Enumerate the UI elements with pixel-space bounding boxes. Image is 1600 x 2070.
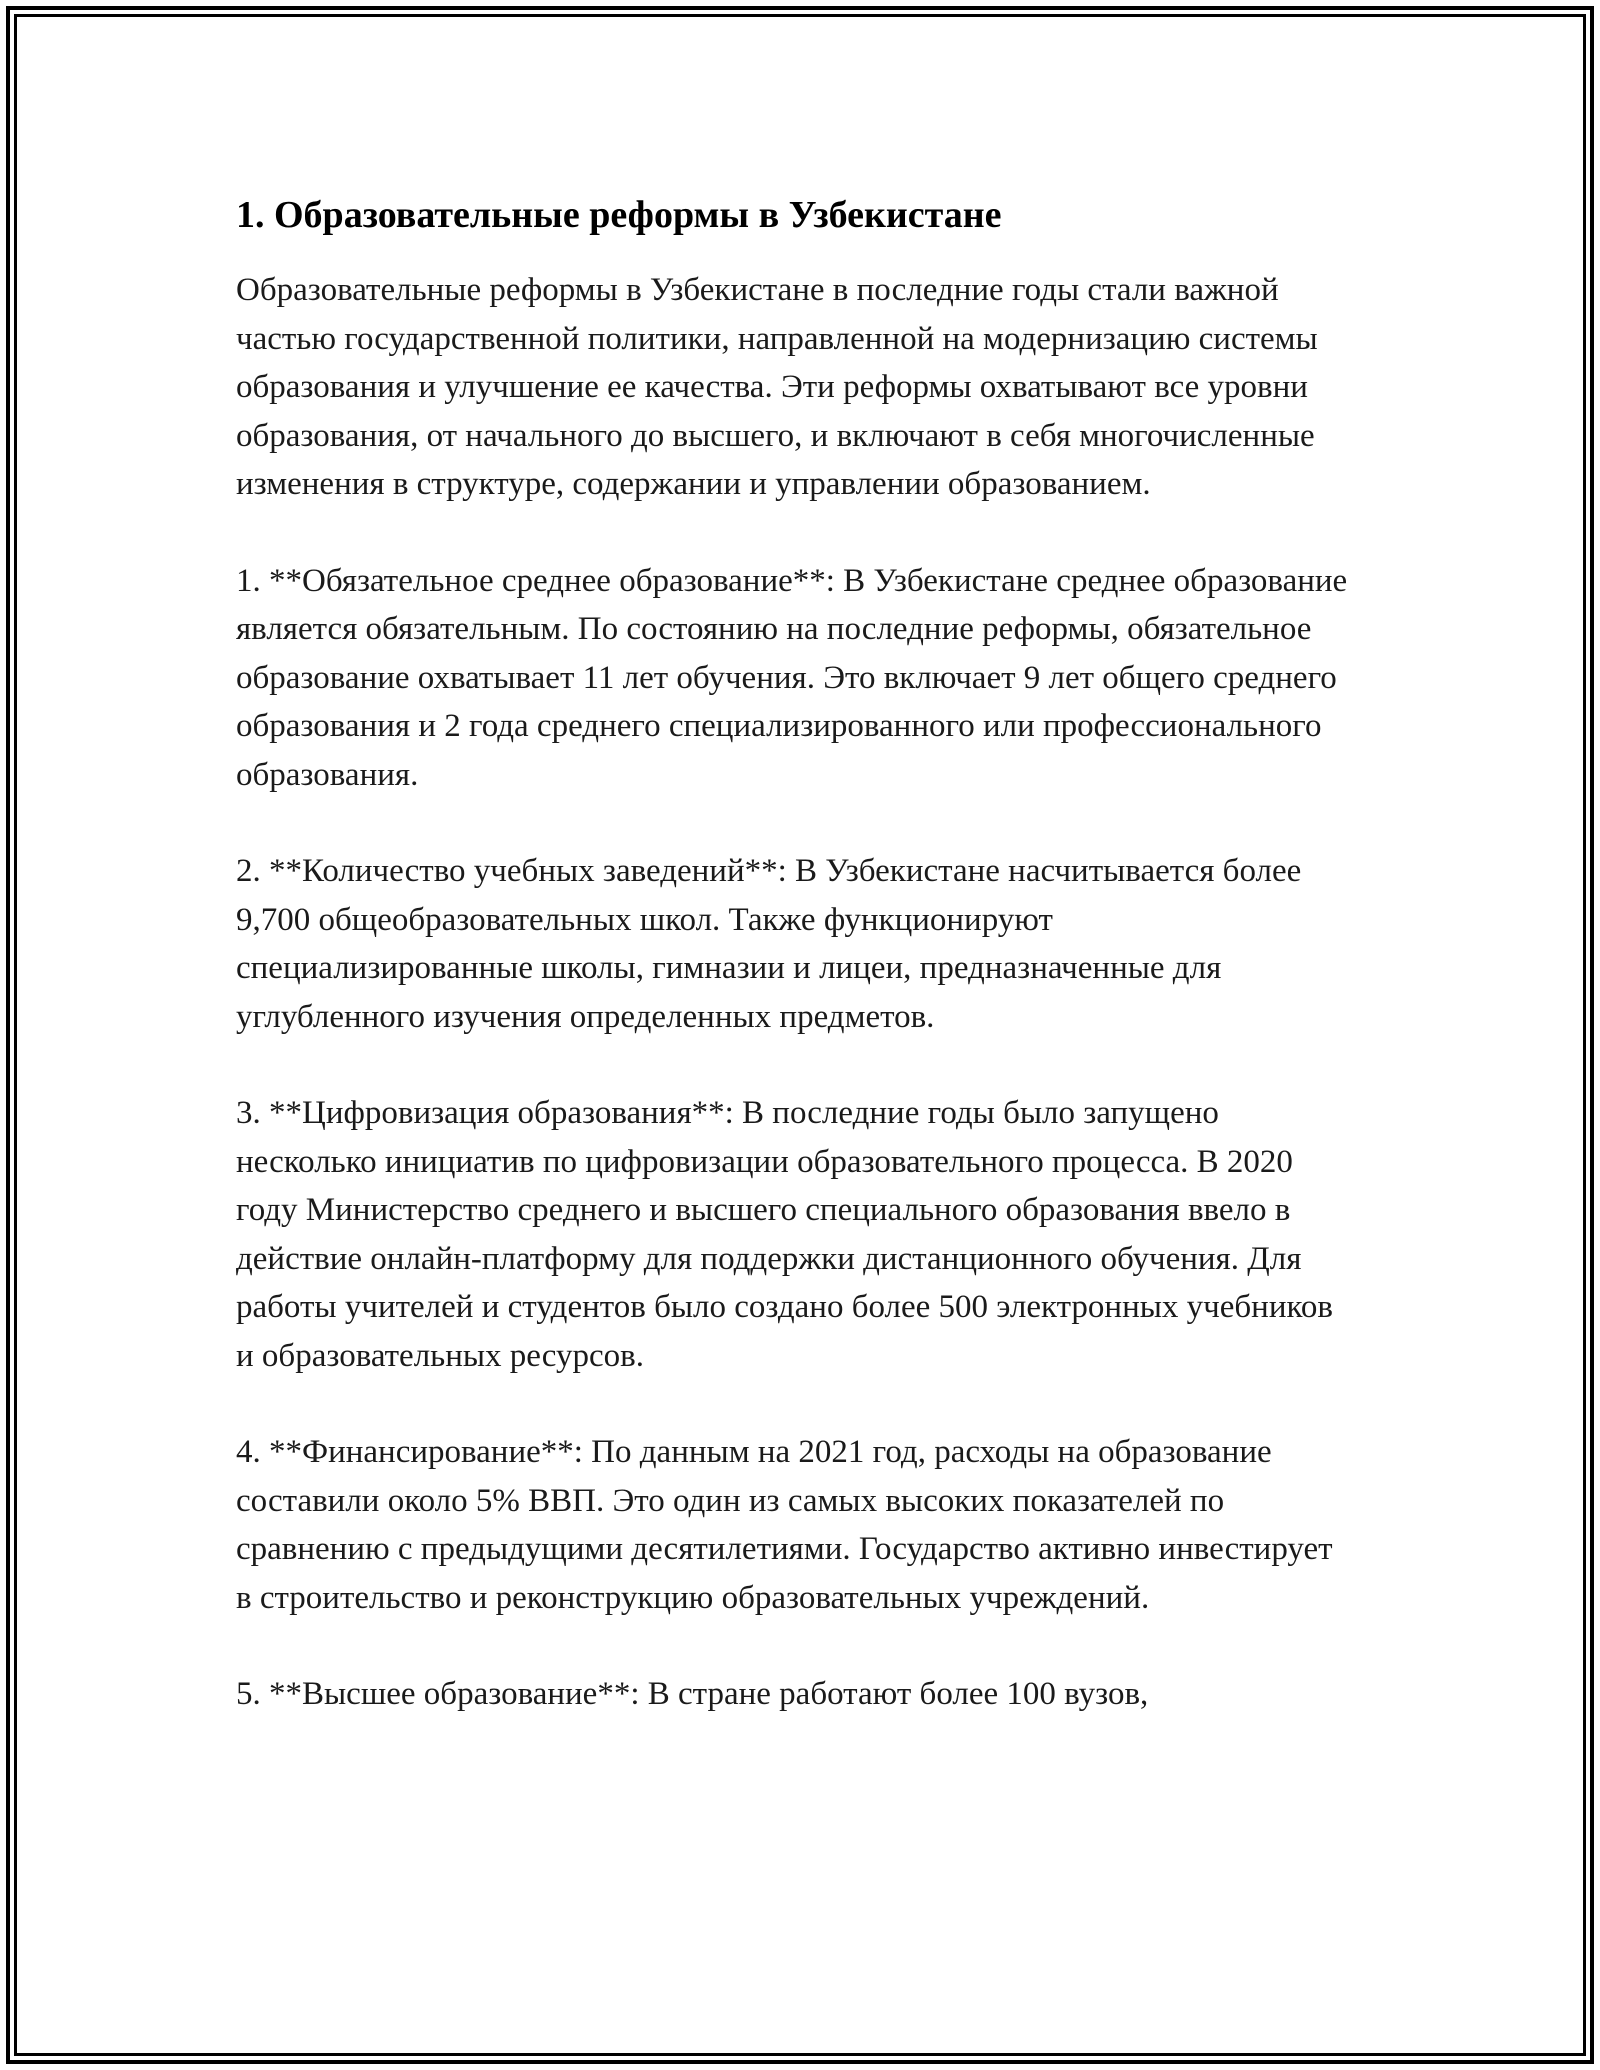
list-item-compulsory-education: 1. **Обязательное среднее образование**: В Узбекистане среднее образование является обязательным. По состоянию на последние реформы, обязательное образование охватывает 11 лет обучения. Это включает 9 лет общего среднего образования и 2 года среднего специализированного или профессионального образования. [236,562,1348,793]
document-body [236,180,1356,1719]
document-title: 1. Образовательные реформы в Узбекистане [236,194,1002,236]
list-item-number-of-institutions: 2. **Количество учебных заведений**: В Узбекистане насчитывается более 9,700 общеобразовательных школ. Также функционируют специализированные школы, гимназии и лицеи, предназначенные для углубленного изучения определенных предметов. [236,853,1302,1035]
intro-paragraph: Образовательные реформы в Узбекистане в последние годы стали важной частью государственной политики, направленной на модернизацию системы образования и улучшение ее качества. Эти реформы охватывают все уровни образования, от начального до высшего, и включают в себя многочисленные изменения в структуре, содержании и управлении образованием. [236,272,1318,502]
list-item-higher-education: 5. **Высшее образование**: В стране работают более 100 вузов, [236,1676,1149,1712]
list-item-financing: 4. **Финансирование**: По данным на 2021 год, расходы на образование составили около 5% ВВП. Это один из самых высоких показателей по сравнению с предыдущими десятилетиями. Государство активно инвестирует в строительство и реконструкцию образовательных учреждений. [236,1434,1333,1616]
list-item-digitalization: 3. **Цифровизация образования**: В последние годы было запущено несколько инициатив по цифровизации образовательного процесса. В 2020 году Министерство среднего и высшего специального образования ввело в действие онлайн-платформу для поддержки дистанционного обучения. Для работы учителей и студентов было создано более 500 электронных учебников и образовательных ресурсов. [236,1095,1333,1374]
